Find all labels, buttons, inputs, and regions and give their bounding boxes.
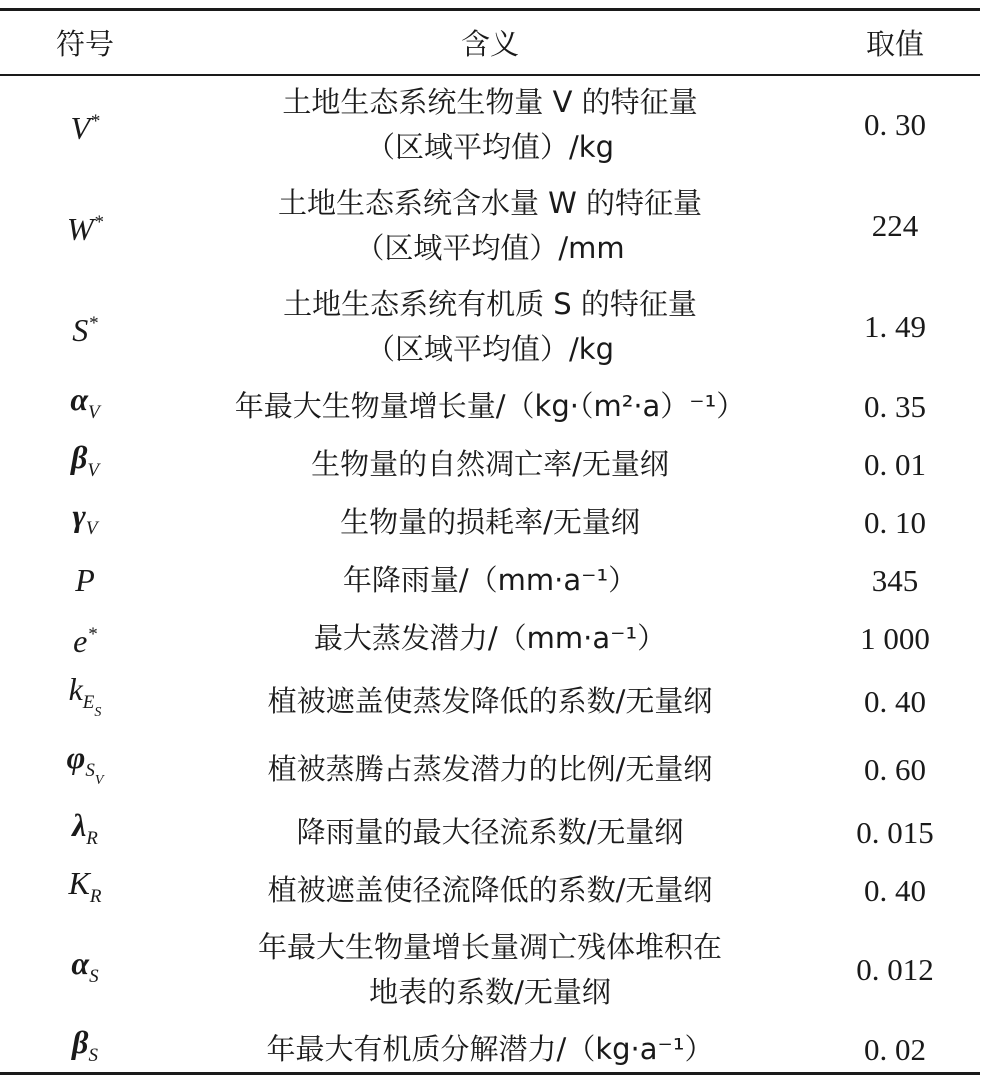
table-row [0,435,980,493]
value-cell: 1. 49 [864,309,926,344]
meaning-cell [170,609,810,667]
table-row [0,493,980,551]
meaning-line: （区域平均值）/kg [366,129,614,164]
table-row [0,667,980,735]
meaning-line: 植被遮盖使径流降低的系数/无量纲 [267,872,713,907]
symbol-cell [0,493,170,551]
meaning-cell [170,919,810,1020]
symbol-subscript: ES [82,692,102,720]
table-row [0,609,980,667]
symbol-superscript: * [90,110,100,132]
parameter-table [0,11,980,1078]
table-row [0,74,980,175]
value-cell: 0. 015 [856,814,934,850]
meaning-line: 年降雨量/（mm·a⁻¹） [342,562,638,597]
symbol-cell [0,803,170,861]
meaning-cell [170,74,810,175]
meaning-cell [170,493,810,551]
value-cell: 0. 35 [864,388,926,424]
symbol-cell [0,735,170,803]
symbol-cell [0,667,170,735]
header-value: 取值 [865,27,924,61]
symbol-cell [0,276,170,377]
symbol-subscript: S [88,1045,98,1066]
symbol-cell [0,919,170,1020]
header-meaning: 含义 [460,27,519,61]
meaning-cell [170,861,810,919]
value-cell: 1 000 [860,620,930,656]
meaning-line: 地表的系数/无量纲 [369,974,611,1009]
meaning-cell [170,435,810,493]
symbol-subscript: R [86,828,98,849]
value-cell: 0. 40 [864,683,926,719]
symbol-subscript: V [85,518,98,539]
meaning-cell [170,175,810,276]
table-row [0,919,980,1020]
meaning-line: 植被遮盖使蒸发降低的系数/无量纲 [267,683,713,718]
symbol-base: λ [72,807,87,843]
symbol-base: e [73,623,88,659]
table-row [0,861,980,919]
symbol-superscript: * [93,211,104,233]
symbol-base: φ [66,739,86,775]
meaning-line: 最大蒸发潜力/（mm·a⁻¹） [313,620,667,655]
value-cell: 0. 30 [864,107,926,142]
symbol-base: W [66,210,94,247]
value-cell: 0. 40 [864,872,926,908]
symbol-cell [0,1020,170,1078]
symbol-subscript: V [88,402,100,423]
symbol-cell [0,377,170,435]
value-cell: 0. 02 [864,1031,926,1067]
meaning-cell [170,551,810,609]
symbol-cell [0,435,170,493]
symbol-cell [0,175,170,276]
symbol-base: α [71,944,90,981]
symbol-base: P [75,561,95,598]
symbol-base: β [71,439,88,475]
symbol-base: γ [72,497,86,533]
table-row [0,276,980,377]
meaning-line: 植被蒸腾占蒸发潜力的比例/无量纲 [267,751,713,786]
value-cell: 345 [871,562,919,598]
meaning-line: 年最大生物量增长量/（kg·（m²·a）⁻¹） [234,388,746,423]
symbol-base: V [70,109,91,146]
symbol-subscript: S [89,965,99,987]
table-row [0,803,980,861]
meaning-cell [170,1020,810,1078]
meaning-line: 土地生态系统含水量 W 的特征量 [277,185,703,220]
table-header-row [0,11,980,74]
symbol-base: α [70,381,89,417]
meaning-cell [170,735,810,803]
table-row [0,175,980,276]
table-row [0,1020,980,1078]
meaning-cell [170,667,810,735]
symbol-cell [0,74,170,175]
symbol-subscript: R [89,886,102,907]
table-row [0,377,980,435]
meaning-line: 降雨量的最大径流系数/无量纲 [296,814,684,849]
meaning-line: 年最大生物量增长量凋亡残体堆积在 [257,929,722,964]
symbol-base: K [68,865,90,901]
table-row [0,735,980,803]
value-cell: 0. 01 [864,446,926,482]
symbol-subscript: V [87,460,99,481]
symbol-base: k [68,671,83,707]
symbol-cell [0,861,170,919]
value-cell: 0. 60 [864,751,926,787]
symbol-superscript: * [87,624,97,645]
symbol-superscript: * [88,312,98,334]
meaning-cell [170,803,810,861]
table-body [0,74,980,1078]
meaning-line: 生物量的自然凋亡率/无量纲 [311,446,669,481]
symbol-cell [0,609,170,667]
symbol-base: S [72,311,89,348]
value-cell: 224 [871,208,919,243]
value-cell: 0. 012 [856,952,934,987]
meaning-cell [170,276,810,377]
meaning-cell [170,377,810,435]
symbol-base: β [72,1024,89,1060]
meaning-line: （区域平均值）/kg [366,331,614,366]
table-row [0,551,980,609]
meaning-line: 土地生态系统生物量 V 的特征量 [282,84,698,119]
meaning-line: 年最大有机质分解潜力/（kg·a⁻¹） [266,1031,714,1066]
meaning-line: （区域平均值）/mm [355,230,625,265]
header-symbol: 符号 [55,27,114,61]
symbol-subscript: SV [85,760,104,788]
value-cell: 0. 10 [864,504,926,540]
meaning-line: 土地生态系统有机质 S 的特征量 [283,286,697,321]
meaning-line: 生物量的损耗率/无量纲 [340,504,640,539]
symbol-cell [0,551,170,609]
